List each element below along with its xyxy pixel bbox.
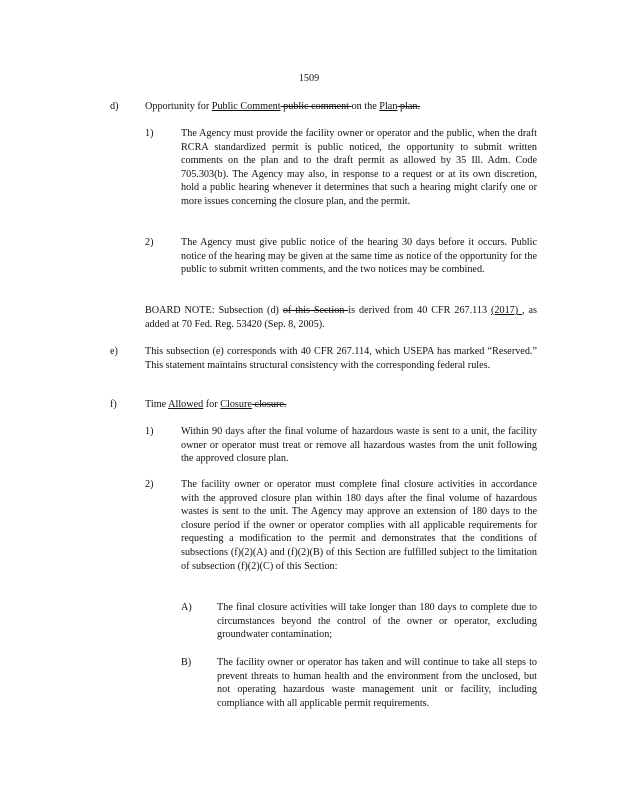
heading-text: Time (145, 399, 169, 410)
inserted-text: Allowed (168, 399, 204, 410)
board-note (145, 304, 537, 331)
item-d1-label: 1) (145, 128, 154, 139)
board-note-text: BOARD NOTE: Subsection (d) (145, 305, 283, 316)
subsection-d-heading (145, 100, 545, 114)
item-d2-text: The Agency must give public notice of the hearing 30 days before it occurs. Public notice of the hearing may be given at the same time as notice of the opportunity for the public to submit written comments, and the two notices may be combined. (181, 237, 537, 276)
item-f2B-text: The facility owner or operator has taken and will continue to take all steps to prevent threats to human health and the environment from the unclosed, but not operating hazardous waste management unit or facility, including compliance with all applicable permit requirements. (217, 657, 537, 709)
heading-text: Opportunity for (145, 101, 212, 112)
item-f2-label: 2) (145, 479, 154, 490)
deleted-text: public comment (280, 101, 352, 112)
page-number: 1509 (298, 73, 320, 84)
item-f2-text: The facility owner or operator must complete final closure activities in accordance with the approved closure plan within 180 days after the final volume of hazardous wastes is sent to the unit. The Agency may approve an extension of 180 days to the closure period if the owner or operator complies with all applicable requirements for requesting a modification to the permit and demonstrates that the conditions of subsections (f)(2)(A) and (f)(2)(B) of this Section are fulfilled subject to the limitation of subsection (f)(2)(C) of this Section: (181, 479, 537, 572)
subsection-e-label: e) (110, 346, 118, 357)
item-f2A-text: The final closure activities will take longer than 180 days to complete due to circumstances beyond the control of the owner or operator, excluding groundwater contamination; (217, 602, 537, 641)
board-note-text: is derived from 40 CFR 267.113 (348, 305, 491, 316)
item-f1-text: Within 90 days after the final volume of hazardous waste is sent to a unit, the facility owner or operator must treat or remove all hazardous wastes from the unit following the approved closure plan. (181, 426, 537, 465)
deleted-text: closure. (251, 399, 287, 410)
inserted-text: (2017) (490, 305, 523, 316)
item-d2-label: 2) (145, 237, 154, 248)
subsection-d-label: d) (110, 101, 119, 112)
inserted-text: Public Comment (211, 101, 281, 112)
item-f2B-label: B) (181, 657, 192, 668)
subsection-e-text: This subsection (e) corresponds with 40 CFR 267.114, which USEPA has marked “Reserved.” This statement maintains structural consistency with the corresponding federal rules. (145, 346, 537, 371)
item-d1-text: The Agency must provide the facility owner or operator and the public, when the draft RCRA standardized permit is public noticed, the opportunity to submit written comments on the plan and to the draft permit as allowed by 35 Ill. Adm. Code 705.303(b). The Agency may also, in response to a request or at its own discretion, hold a public hearing whenever it determines that such a hearing might clarify one or more issues concerning the closure plan, and the permit. (181, 128, 537, 207)
deleted-text: of this Section (282, 305, 349, 316)
inserted-text: Plan (379, 101, 398, 112)
heading-text: for (203, 399, 221, 410)
inserted-text: Closure (220, 399, 252, 410)
board-note-text: , as added at 70 Fed. Reg. 53420 (Sep. 8, 2005). (145, 305, 537, 330)
heading-text: on the (351, 101, 380, 112)
subsection-f-label: f) (110, 399, 117, 410)
item-f2A-label: A) (181, 602, 192, 613)
item-f1-label: 1) (145, 426, 154, 437)
subsection-f-heading (145, 398, 545, 412)
deleted-text: plan. (397, 101, 421, 112)
